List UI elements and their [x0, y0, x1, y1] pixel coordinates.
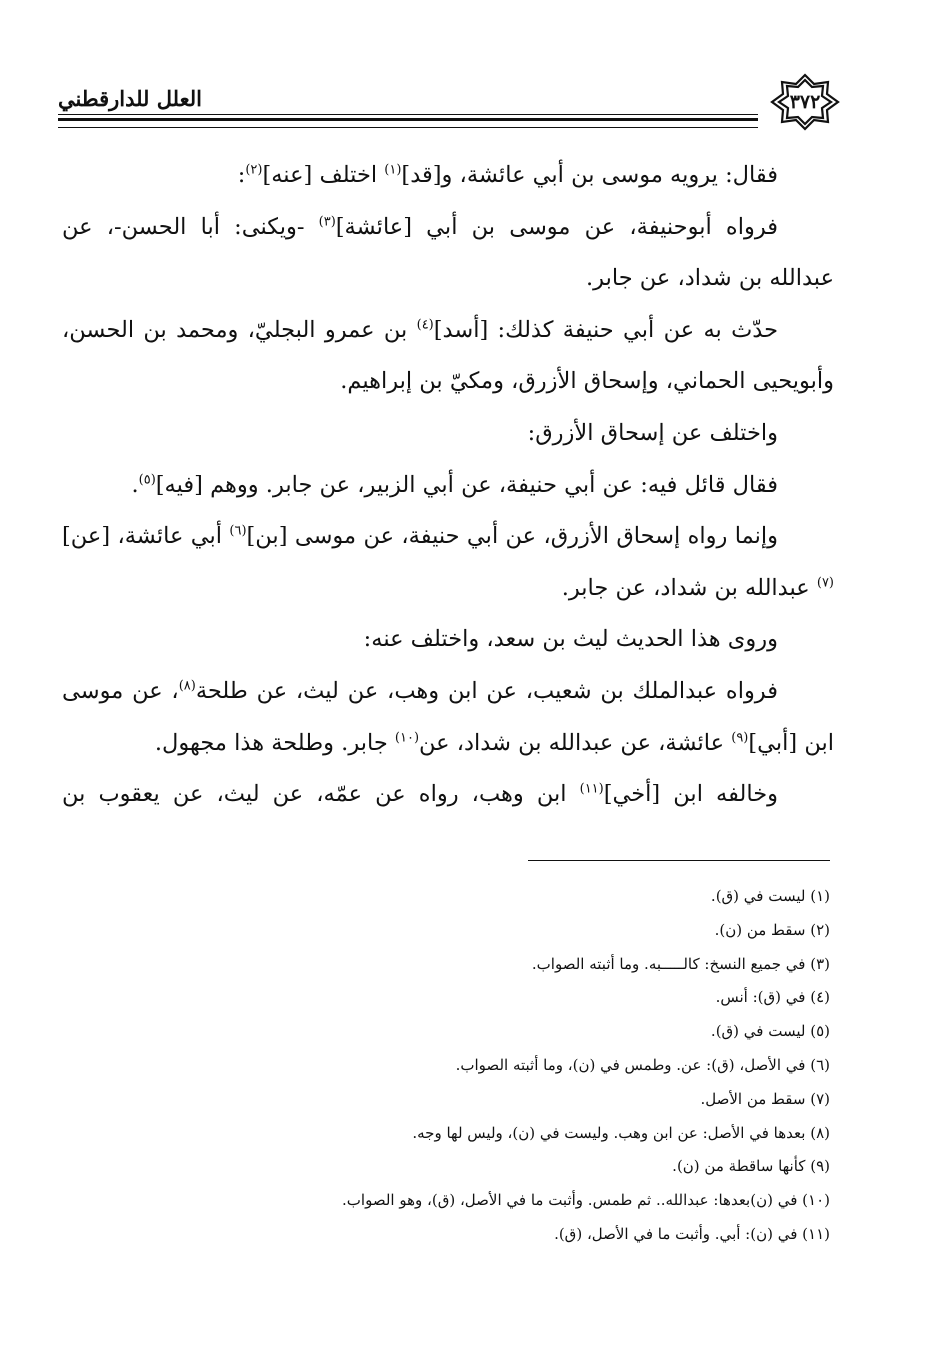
page-number-badge: [768, 72, 842, 132]
footnote-ref-10: (١٠): [394, 730, 420, 746]
paragraph-9: وخالفه ابن [أخي]$^{(١١)}$ ابن وهب، رواه عن عمّه، عن ليث، عن يعقوب بن: [62, 781, 778, 808]
paragraph-6: وإنما رواه إسحاق الأزرق، عن أبي حنيفة، عن موسى [بن]$^{(٦)}$ أبي عائشة، [عن]$^{(٧)}$ عبدالله بن شداد، عن جابر.: [62, 523, 834, 601]
footnote-7: (٧) سقط من الأصل.: [700, 1089, 830, 1108]
footnote-ref-5: (٥): [138, 472, 156, 488]
footnote-ref-4: (٤): [416, 317, 434, 333]
footnote-8: (٨) بعدها في الأصل: عن ابن وهب. وليست في (ن)، وليس لها وجه.: [412, 1123, 830, 1142]
header-rule-thin: [58, 114, 758, 115]
footnote-6: (٦) في الأصل، (ق): عن. وطمس في (ن)، وما أثبته الصواب.: [455, 1055, 830, 1074]
page-number: ٣٧٢: [789, 91, 821, 113]
paragraph-8: فرواه عبدالملك بن شعيب، عن ابن وهب، عن ليث، عن طلحة$^{(٨)}$، عن موسى ابن [أبي]$^{(٩)}$ عائشة، عن عبدالله بن شداد، عن$^{(١٠)}$ جابر. وطلحة هذا مجهول.: [62, 677, 834, 756]
footnote-ref-2: (٢): [245, 162, 263, 178]
footnote-ref-9: (٩): [731, 730, 749, 746]
footnote-5: (٥) ليست في (ق).: [710, 1022, 830, 1041]
footnote-3: (٣) في جميع النسخ: كالـــــبه. وما أثبته الصواب.: [531, 954, 830, 973]
running-header: [58, 72, 842, 132]
paragraph-3: حدّث به عن أبي حنيفة كذلك: [أسد]$^{(٤)}$ بن عمرو البجليّ، ومحمد بن الحسن، وأبويحيى الحماني، وإسحاق الأزرق، ومكيّ بن إبراهيم.: [62, 316, 834, 395]
footnotes: [130, 880, 830, 1252]
footnote-ref-6: (٦): [229, 523, 247, 539]
footnote-9: (٩) كأنها ساقطة من (ن).: [672, 1157, 830, 1176]
footnote-11: (١١) في (ن): أبي. وأثبت ما في الأصل، (ق).: [554, 1224, 830, 1243]
paragraph-2: فرواه أبوحنيفة، عن موسى بن أبي [عائشة]$^{(٣)}$ -ويكنى: أبا الحسن-، عن عبدالله بن شداد، عن جابر.: [62, 213, 834, 292]
paragraph-4: واختلف عن إسحاق الأزرق:: [527, 419, 778, 446]
footnote-ref-3: (٣): [318, 214, 336, 230]
paragraph-7: وروى هذا الحديث ليث بن سعد، واختلف عنه:: [363, 626, 778, 653]
footnote-separator: [528, 860, 830, 861]
paragraph-1: فقال: يرويه موسى بن أبي عائشة، و[قد]$^{(١)}$ اختلف [عنه]$^{(٢)}$:: [237, 162, 778, 188]
footnote-ref-11: (١١): [579, 781, 604, 797]
footnote-ref-1: (١): [384, 162, 402, 178]
main-text: [62, 150, 834, 821]
book-title: العلل للدارقطني: [58, 86, 202, 111]
footnote-10: (١٠) في (ن)بعدها: عبدالله.. ثم طمس. وأثبت ما في الأصل، (ق)، وهو الصواب.: [342, 1191, 830, 1210]
header-rule: [58, 118, 758, 128]
footnote-2: (٢) سقط من (ن).: [714, 920, 830, 939]
footnote-1: (١) ليست في (ق).: [710, 887, 830, 905]
footnote-ref-7: (٧): [816, 575, 834, 591]
paragraph-5: فقال قائل فيه: عن أبي حنيفة، عن أبي الزبير، عن جابر. ووهم [فيه]$^{(٥)}$.: [131, 471, 778, 498]
footnote-4: (٤) في (ق): أنس.: [715, 988, 830, 1007]
footnote-ref-8: (٨): [178, 678, 196, 694]
